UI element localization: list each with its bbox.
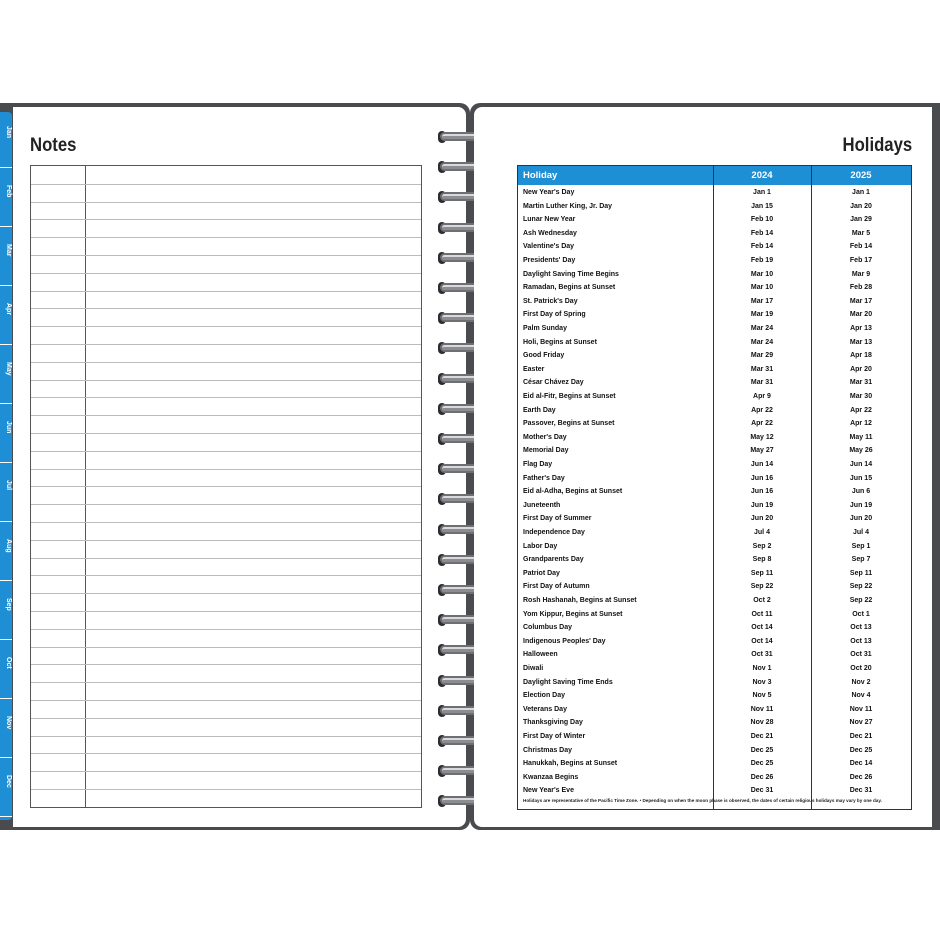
- month-tabs: [0, 112, 12, 820]
- month-tab[interactable]: [0, 466, 12, 522]
- holiday-name: Flag Day: [523, 461, 553, 468]
- holiday-date-2025: Dec 26: [849, 773, 873, 781]
- holiday-row: [518, 567, 911, 581]
- holiday-date-2024: Dec 21: [750, 733, 774, 740]
- holiday-date-2025: Sep 11: [849, 569, 873, 577]
- holiday-date-2024: Sep 8: [752, 556, 772, 564]
- holiday-row: [518, 703, 911, 717]
- notes-rule-line: [31, 736, 421, 737]
- holiday-date-2025: Nov 27: [849, 719, 873, 727]
- notes-rule-line: [31, 380, 421, 381]
- month-tab[interactable]: [0, 702, 12, 758]
- holiday-date-2025: Jul 4: [853, 529, 869, 536]
- holiday-name: First Day of Spring: [523, 311, 586, 319]
- month-tab-label: Sep: [5, 598, 12, 611]
- header-2025: 2025: [850, 170, 872, 181]
- holiday-date-2024: Jul 4: [754, 529, 770, 536]
- notes-rule-line: [31, 486, 421, 487]
- holiday-date-2024: Dec 25: [750, 746, 774, 754]
- holiday-date-2025: Dec 31: [849, 787, 873, 795]
- notes-rule-line: [31, 184, 421, 185]
- month-tab-label: Oct: [5, 657, 12, 669]
- month-tab-label: Jun: [5, 421, 12, 434]
- holiday-name: Passover, Begins at Sunset: [523, 420, 615, 428]
- holiday-name: St. Patrick's Day: [523, 297, 578, 305]
- holiday-date-2024: Jun 14: [750, 461, 774, 468]
- holiday-date-2025: Sep 22: [849, 583, 873, 591]
- month-tab-label: Apr: [5, 303, 12, 316]
- holiday-date-2024: Oct 14: [751, 624, 773, 632]
- holiday-date-2025: Mar 9: [851, 270, 871, 278]
- holiday-name: Christmas Day: [523, 746, 573, 754]
- holiday-date-2024: Nov 5: [752, 692, 772, 700]
- holiday-date-2025: Apr 13: [850, 325, 872, 332]
- month-tab[interactable]: [0, 643, 12, 699]
- holiday-name: Ramadan, Begins at Sunset: [523, 284, 616, 292]
- holiday-row: [518, 322, 911, 336]
- notes-page: [13, 107, 466, 827]
- holiday-name: Holi, Begins at Sunset: [523, 338, 597, 346]
- notes-rule-line: [31, 291, 421, 292]
- notes-rule-line: [31, 753, 421, 754]
- holiday-date-2024: Dec 31: [750, 787, 774, 795]
- holiday-name: Martin Luther King, Jr. Day: [523, 202, 613, 210]
- month-tab-label: Dec: [5, 775, 12, 788]
- holiday-row: [518, 227, 911, 241]
- holiday-row: [518, 676, 911, 690]
- month-tab[interactable]: [0, 525, 12, 581]
- holiday-name: Kwanzaa Begins: [523, 773, 579, 781]
- holiday-name: Ash Wednesday: [523, 229, 577, 237]
- holiday-name: Good Friday: [523, 352, 565, 360]
- notes-rule-line: [31, 219, 421, 220]
- holiday-row: [518, 349, 911, 363]
- notes-rule-line: [31, 433, 421, 434]
- holiday-row: [518, 268, 911, 282]
- holiday-date-2025: Sep 22: [849, 597, 873, 604]
- holiday-date-2025: Apr 12: [850, 420, 872, 428]
- holiday-row: [518, 648, 911, 662]
- holiday-date-2024: Mar 10: [750, 270, 774, 278]
- notes-rule-line: [31, 629, 421, 630]
- notes-rule-line: [31, 789, 421, 790]
- holiday-date-2025: Jan 1: [852, 189, 870, 196]
- holiday-date-2024: Jun 16: [750, 488, 774, 496]
- holiday-row: [518, 404, 911, 418]
- holiday-date-2024: Mar 31: [750, 365, 774, 373]
- holiday-row: [518, 308, 911, 322]
- holiday-date-2024: Feb 14: [750, 229, 774, 237]
- holiday-name: Halloween: [523, 651, 558, 659]
- holiday-date-2024: Mar 19: [750, 311, 774, 319]
- holiday-row: [518, 744, 911, 758]
- holiday-date-2025: Sep 7: [851, 556, 871, 564]
- holiday-date-2024: Feb 14: [750, 243, 774, 251]
- holiday-row: [518, 512, 911, 526]
- holiday-name: Labor Day: [523, 542, 558, 550]
- notes-rule-line: [31, 771, 421, 772]
- notes-rule-line: [31, 558, 421, 559]
- holiday-date-2024: Mar 24: [750, 325, 774, 332]
- holiday-name: Yom Kippur, Begins at Sunset: [523, 610, 623, 618]
- holiday-name: Columbus Day: [523, 624, 573, 632]
- holiday-date-2024: Dec 26: [750, 773, 774, 781]
- notes-rule-line: [31, 611, 421, 612]
- holiday-row: [518, 363, 911, 377]
- month-tab-label: Mar: [5, 244, 12, 257]
- holiday-date-2025: Nov 4: [851, 692, 871, 700]
- holiday-name: First Day of Summer: [523, 515, 592, 523]
- holiday-date-2025: Jun 15: [849, 474, 873, 482]
- holiday-row: [518, 186, 911, 200]
- holiday-row: [518, 608, 911, 622]
- holiday-row: [518, 689, 911, 703]
- month-tab[interactable]: [0, 289, 12, 345]
- header-2024: 2024: [751, 170, 773, 181]
- holiday-date-2025: Apr 22: [850, 406, 872, 414]
- holiday-date-2025: Mar 31: [849, 379, 873, 387]
- month-tab[interactable]: [0, 230, 12, 286]
- holiday-row: [518, 213, 911, 227]
- holiday-date-2025: Oct 13: [850, 637, 872, 645]
- holiday-date-2025: Jun 6: [851, 488, 871, 496]
- holiday-row: [518, 580, 911, 594]
- holiday-row: [518, 757, 911, 771]
- holiday-name: Patriot Day: [523, 569, 560, 577]
- holiday-name: Diwali: [523, 665, 544, 672]
- holiday-row: [518, 526, 911, 540]
- holiday-name: Veterans Day: [523, 705, 567, 713]
- holiday-row: [518, 485, 911, 499]
- holiday-date-2024: Apr 22: [751, 420, 773, 428]
- holiday-date-2025: Jan 20: [850, 202, 872, 210]
- notes-rule-line: [31, 718, 421, 719]
- holiday-date-2024: Jan 1: [753, 189, 771, 196]
- holiday-row: [518, 240, 911, 254]
- holiday-name: Election Day: [523, 692, 566, 700]
- holiday-name: Juneteenth: [523, 501, 561, 509]
- holiday-date-2025: May 11: [849, 433, 873, 441]
- holiday-date-2024: Dec 25: [750, 760, 774, 768]
- holiday-row: [518, 472, 911, 486]
- holiday-row: [518, 784, 911, 798]
- month-tab[interactable]: [0, 761, 12, 817]
- holiday-name: Earth Day: [523, 406, 556, 414]
- holiday-row: [518, 295, 911, 309]
- holiday-date-2025: Mar 5: [851, 229, 871, 237]
- holiday-date-2024: Sep 22: [750, 583, 774, 591]
- holiday-date-2024: Apr 22: [751, 406, 773, 414]
- notes-rule-line: [31, 664, 421, 665]
- month-tab[interactable]: [0, 407, 12, 463]
- holiday-row: [518, 540, 911, 554]
- holiday-row: [518, 390, 911, 404]
- notes-rule-line: [31, 202, 421, 203]
- holiday-date-2025: Nov 11: [849, 705, 873, 713]
- holiday-row: [518, 771, 911, 785]
- holiday-date-2025: Oct 31: [850, 651, 872, 659]
- holiday-name: First Day of Winter: [523, 733, 586, 740]
- holiday-date-2025: Apr 18: [850, 352, 872, 360]
- holiday-date-2024: Jan 15: [751, 202, 773, 210]
- holidays-title: Holidays: [842, 135, 912, 156]
- holiday-name: Valentine's Day: [523, 243, 575, 251]
- notes-rule-line: [31, 273, 421, 274]
- holiday-name: Hanukkah, Begins at Sunset: [523, 760, 618, 768]
- holiday-name: César Chávez Day: [523, 379, 584, 387]
- holiday-date-2024: Nov 11: [750, 705, 774, 713]
- holiday-date-2024: Jun 20: [750, 515, 774, 523]
- holiday-date-2025: Mar 17: [849, 297, 873, 305]
- holiday-name: New Year's Day: [523, 189, 575, 196]
- holiday-name: Independence Day: [523, 529, 585, 536]
- holiday-row: [518, 662, 911, 676]
- holiday-date-2025: Oct 1: [852, 610, 870, 618]
- holiday-date-2025: Jun 20: [849, 515, 873, 523]
- notes-title: Notes: [30, 135, 77, 156]
- holiday-date-2024: Sep 2: [752, 542, 772, 550]
- holiday-row: [518, 281, 911, 295]
- holiday-row: [518, 553, 911, 567]
- holiday-row: [518, 635, 911, 649]
- holiday-date-2024: Oct 11: [751, 610, 773, 618]
- notes-rule-line: [31, 469, 421, 470]
- holiday-name: Palm Sunday: [523, 325, 567, 332]
- notes-rule-line: [31, 308, 421, 309]
- holiday-name: Daylight Saving Time Ends: [523, 678, 613, 686]
- holiday-date-2025: Mar 30: [849, 393, 873, 400]
- holiday-name: Rosh Hashanah, Begins at Sunset: [523, 597, 637, 604]
- holiday-date-2024: Feb 10: [750, 216, 774, 224]
- holiday-name: Presidents' Day: [523, 257, 576, 264]
- holiday-date-2025: Feb 28: [849, 284, 873, 292]
- holiday-name: Eid al-Adha, Begins at Sunset: [523, 488, 623, 496]
- holiday-row: [518, 499, 911, 513]
- holiday-name: Daylight Saving Time Begins: [523, 270, 619, 278]
- notes-rule-line: [31, 397, 421, 398]
- holidays-page: [474, 107, 932, 827]
- holiday-name: Father's Day: [523, 474, 565, 482]
- month-tab-label: May: [5, 362, 12, 376]
- holidays-table: [517, 165, 912, 810]
- notes-rule-line: [31, 540, 421, 541]
- holiday-date-2024: May 27: [750, 447, 774, 455]
- notes-rule-line: [31, 647, 421, 648]
- holiday-date-2024: Apr 9: [753, 393, 771, 400]
- holiday-date-2025: Jun 19: [849, 501, 873, 509]
- holiday-date-2024: Mar 10: [750, 284, 774, 292]
- month-tab-label: Aug: [5, 539, 12, 553]
- holiday-date-2025: Dec 25: [849, 746, 873, 754]
- notes-rule-line: [31, 504, 421, 505]
- holiday-date-2025: Jun 14: [849, 461, 873, 468]
- notes-rule-line: [31, 362, 421, 363]
- holiday-date-2024: Oct 14: [751, 637, 773, 645]
- holidays-table-header: [518, 166, 911, 185]
- month-tab-label: Feb: [5, 185, 12, 198]
- holidays-footnote: Holidays are representative of the Pacific Time Zone. • Depending on when the moon phase is observed, the dates of certain religious holidays may vary by one day.: [523, 798, 882, 803]
- holiday-row: [518, 716, 911, 730]
- month-tab[interactable]: [0, 348, 12, 404]
- holiday-name: Lunar New Year: [523, 216, 576, 224]
- holiday-date-2024: Mar 31: [750, 379, 774, 387]
- notes-rule-line: [31, 344, 421, 345]
- holiday-date-2024: Jun 19: [750, 501, 774, 509]
- holiday-date-2025: Dec 14: [849, 760, 873, 768]
- holiday-date-2025: Nov 2: [851, 678, 871, 686]
- holiday-date-2025: Sep 1: [851, 542, 871, 550]
- holiday-date-2025: Feb 17: [849, 257, 873, 264]
- holiday-name: Mother's Day: [523, 433, 567, 441]
- holiday-date-2024: Nov 28: [750, 719, 774, 727]
- holiday-date-2024: Oct 2: [753, 597, 771, 604]
- holiday-name: Easter: [523, 365, 545, 373]
- notes-rule-line: [31, 415, 421, 416]
- holiday-row: [518, 621, 911, 635]
- notes-rule-line: [31, 575, 421, 576]
- holiday-name: Thanksgiving Day: [523, 719, 583, 727]
- notes-rule-line: [31, 326, 421, 327]
- holiday-date-2025: Jan 29: [850, 216, 872, 224]
- holiday-date-2025: Mar 20: [849, 311, 873, 319]
- month-tab[interactable]: [0, 584, 12, 640]
- holiday-name: Eid al-Fitr, Begins at Sunset: [523, 393, 616, 400]
- holiday-date-2025: Apr 20: [850, 365, 872, 373]
- holiday-date-2024: Nov 3: [752, 678, 772, 686]
- holiday-name: Memorial Day: [523, 447, 569, 455]
- holiday-row: [518, 431, 911, 445]
- month-tab[interactable]: [0, 171, 12, 227]
- holiday-date-2024: May 12: [750, 433, 774, 441]
- holiday-row: [518, 200, 911, 214]
- holiday-name: Indigenous Peoples' Day: [523, 637, 606, 645]
- notes-lined-area: [30, 165, 422, 808]
- holiday-date-2024: Mar 24: [750, 338, 774, 346]
- holiday-date-2024: Jun 16: [750, 474, 774, 482]
- holiday-row: [518, 376, 911, 390]
- notes-rule-line: [31, 700, 421, 701]
- holiday-name: Grandparents Day: [523, 556, 584, 564]
- holiday-row: [518, 254, 911, 268]
- holiday-row: [518, 417, 911, 431]
- month-tab-label: Jul: [5, 480, 12, 491]
- holiday-row: [518, 444, 911, 458]
- header-holiday: Holiday: [523, 170, 558, 181]
- holiday-date-2024: Mar 29: [750, 352, 774, 360]
- notes-rule-line: [31, 522, 421, 523]
- holiday-date-2024: Oct 31: [751, 651, 773, 659]
- month-tab-label: Nov: [5, 716, 12, 730]
- holiday-row: [518, 458, 911, 472]
- notes-rule-line: [31, 451, 421, 452]
- holiday-date-2025: Mar 13: [849, 338, 873, 346]
- holiday-date-2025: Feb 14: [849, 243, 873, 251]
- holiday-date-2025: Dec 21: [849, 733, 873, 740]
- month-tab[interactable]: [0, 112, 12, 168]
- holiday-date-2025: May 26: [849, 447, 873, 455]
- holiday-date-2024: Nov 1: [752, 665, 772, 672]
- notes-rule-line: [31, 255, 421, 256]
- notes-rule-line: [31, 237, 421, 238]
- holiday-date-2024: Mar 17: [750, 297, 774, 305]
- holiday-date-2025: Oct 20: [850, 665, 872, 672]
- notes-rule-line: [31, 593, 421, 594]
- holiday-date-2024: Sep 11: [750, 569, 774, 577]
- month-tab-label: Jan: [5, 126, 12, 139]
- holiday-row: [518, 594, 911, 608]
- holiday-date-2025: Oct 13: [850, 624, 872, 632]
- holiday-row: [518, 336, 911, 350]
- holiday-date-2024: Feb 19: [750, 257, 774, 264]
- holiday-name: First Day of Autumn: [523, 583, 590, 591]
- holiday-name: New Year's Eve: [523, 787, 574, 795]
- holiday-row: [518, 730, 911, 744]
- notes-rule-line: [31, 682, 421, 683]
